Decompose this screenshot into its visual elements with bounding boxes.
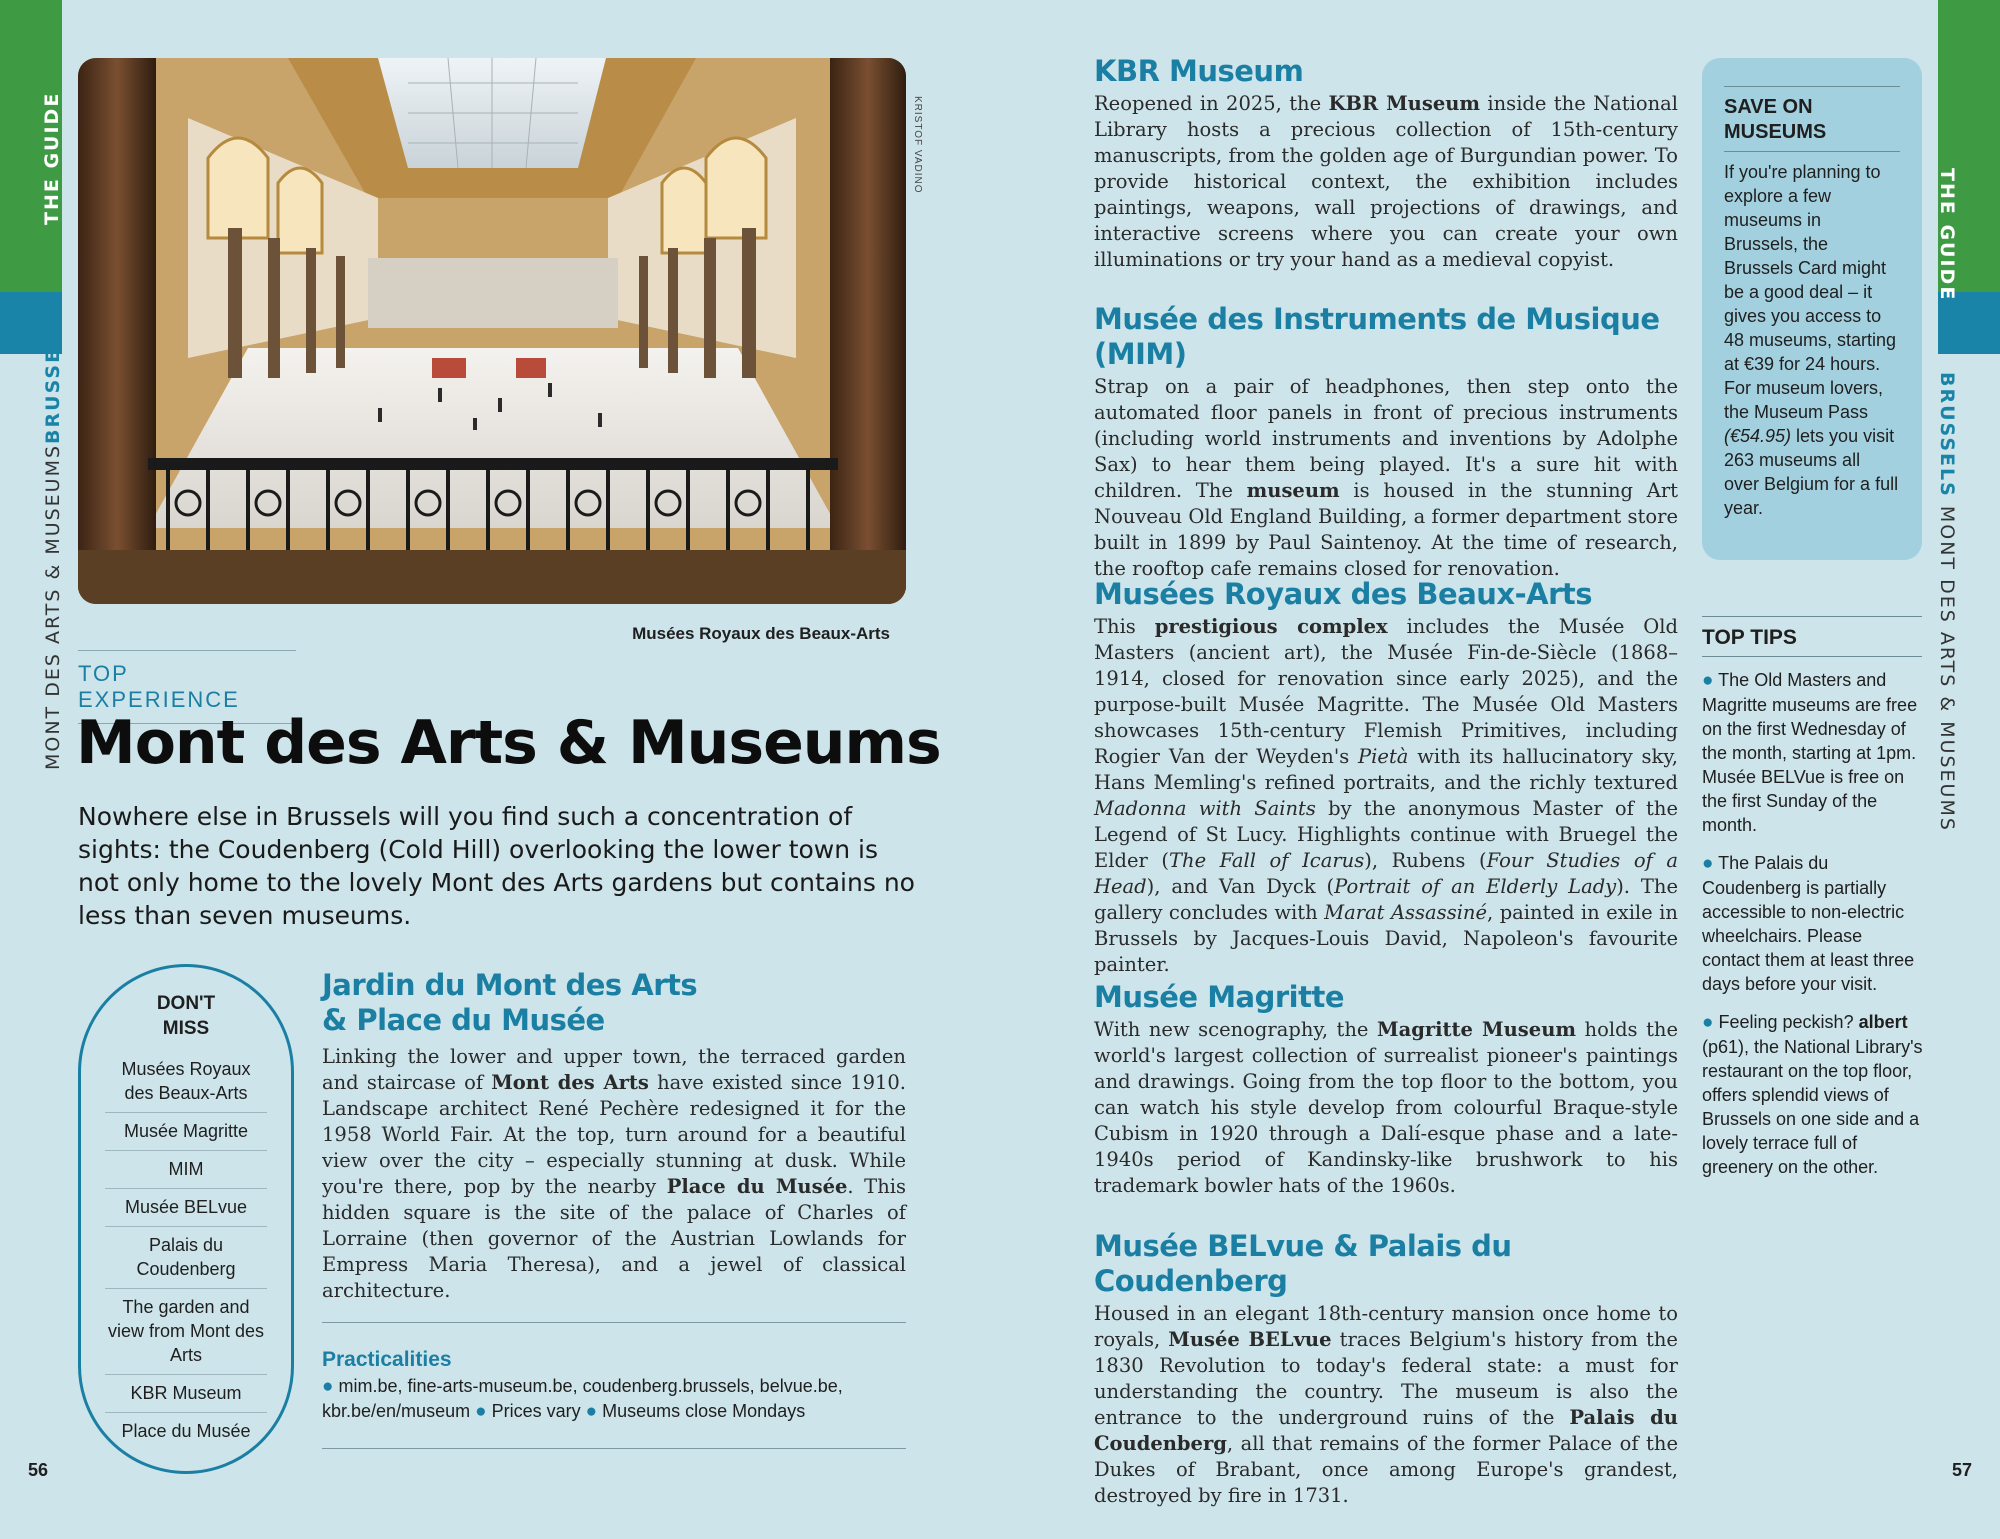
- text-run: Reopened in 2025, the: [1094, 92, 1329, 115]
- mim-body: [1094, 374, 1678, 582]
- right-guide-label: THE GUIDE: [1936, 168, 1958, 302]
- bullet-dot-icon: ●: [1702, 670, 1714, 691]
- practicalities-bottom-rule: [322, 1448, 906, 1449]
- intro-paragraph: Nowhere else in Brussels will you find such a concentration of sights: the Coudenberg (Cold Hill) overlooking the lower town is not only home to the lovely Mont des Arts gardens but contains no less than seven museums.: [78, 802, 915, 930]
- italic-text: Four Studies of a Head: [1094, 849, 1679, 898]
- page-number-right: 57: [1952, 1460, 1973, 1480]
- top-tips-list: [1702, 668, 1924, 1193]
- bullet-dot-icon: ●: [1702, 1012, 1714, 1033]
- dont-miss-box: [78, 964, 294, 1474]
- beauxarts-section: [1094, 577, 1678, 978]
- bold-text: prestigious complex: [1154, 615, 1388, 638]
- text-run: with its hallucinatory sky, Hans Memling's refined portraits, and the richly textured: [1094, 745, 1678, 794]
- italic-text: Pietà: [1358, 745, 1409, 768]
- bullet-dot-icon: ●: [322, 1376, 334, 1397]
- text-run: lets you visit 263 museums all over Belgium for a full year.: [1724, 426, 1899, 518]
- bold-text: Palais du Coudenberg: [1094, 1406, 1678, 1455]
- dont-miss-title-line1: DON'T: [156, 993, 216, 1014]
- text-run: Housed in an elegant 18th-century mansion once home to royals,: [1094, 1302, 1678, 1351]
- dont-miss-item: Place du Musée: [121, 1421, 251, 1441]
- tip-text: The Old Masters and Magritte museums are free on the first Wednesday of the month, starting at 1pm. Musée BELVue is free on the first Sunday of the month.: [1702, 670, 1918, 835]
- save-title: [1724, 86, 1900, 152]
- tip-item: [1702, 851, 1924, 996]
- running-head-chapter: MONT DES ARTS & MUSEUMS: [1936, 505, 1958, 832]
- text-run: ). The gallery concludes with: [1094, 875, 1678, 924]
- page-title: Mont des Arts & Museums: [76, 708, 941, 778]
- practicalities-body: [322, 1374, 912, 1424]
- beauxarts-heading: Musées Royaux des Beaux-Arts: [1094, 577, 1593, 611]
- italic-text: The Fall of Icarus: [1169, 849, 1365, 872]
- bold-text: museum: [1246, 479, 1340, 502]
- tip-text: (p61), the National Library's restaurant on the top floor, offers splendid views of Brussels on one side and a lovely terrace full of greenery on the other.: [1702, 1037, 1923, 1177]
- tip-text: Feeling peckish?: [1718, 1012, 1859, 1032]
- left-running-head: [42, 318, 64, 770]
- text-run: , all that remains of the former Palace of the Dukes of Brabant, once among Europe's grandest, destroyed by fire in 1731.: [1094, 1432, 1678, 1507]
- beauxarts-body: [1094, 614, 1678, 978]
- mim-heading: Musée des Instruments de Musique (MIM): [1094, 302, 1660, 371]
- bullet-dot-icon: ●: [585, 1401, 598, 1422]
- jardin-heading-line2: & Place du Musée: [322, 1003, 605, 1037]
- text-run: holds the world's largest collection of surrealist pioneer's paintings and drawings. Going from the top floor to the bottom, you can watch his style develop from colourful Braque-style Cubism in 1920 through a Dalí-esque phase and a late-1940s period of Kandinsky-like brushwork to his trademark bowler hats of the 1960s.: [1094, 1018, 1679, 1197]
- text-run: is housed in the stunning Art Nouveau Old England Building, a former department store built in 1899 by Paul Saintenoy. At the time of research, the rooftop cafe remains closed for renovation.: [1094, 479, 1678, 580]
- bold-text: Mont des Arts: [491, 1071, 649, 1094]
- museum-hall-photo: [78, 58, 906, 604]
- dont-miss-item: Musées Royaux des Beaux-Arts: [105, 1051, 267, 1113]
- bold-text: albert: [1858, 1012, 1908, 1032]
- kbr-heading: KBR Museum: [1094, 54, 1304, 88]
- top-experience-label: TOP EXPERIENCE: [78, 650, 296, 724]
- italic-text: Portrait of an Elderly Lady: [1334, 875, 1617, 898]
- italic-text: Madonna with Saints: [1094, 797, 1316, 820]
- practicalities-closing: Museums close Mondays: [602, 1401, 806, 1421]
- save-title-line1: SAVE ON: [1724, 96, 1813, 118]
- photo-caption: Musées Royaux des Beaux-Arts: [632, 624, 890, 643]
- left-guide-label: THE GUIDE: [41, 91, 63, 225]
- text-run: have existed since 1910. Landscape architect René Pechère redesigned it for the 1958 World Fair. At the top, turn around for a beautiful view over the city – especially stunning at dusk. While you're there, pop by the nearby: [322, 1071, 907, 1198]
- dont-miss-list: [81, 1051, 291, 1450]
- italic-text: (€54.95): [1724, 426, 1792, 446]
- tip-item: [1702, 1010, 1924, 1179]
- text-run: includes the Musée Old Masters (ancient art), the Musée Fin-de-Siècle (1868–1914, closed for renovation since early 2025), and the purpose-built Musée Magritte. The Musée Old Masters showcases 15th-century Flemish Primitives, including Rogier Van der Weyden's: [1094, 615, 1679, 768]
- bold-text: Musée BELvue: [1168, 1328, 1332, 1351]
- magritte-section: [1094, 980, 1678, 1199]
- dont-miss-item: Musée Magritte: [105, 1113, 267, 1151]
- save-title-line2: MUSEUMS: [1724, 121, 1827, 143]
- photo-credit: KRISTOF VADINO: [912, 96, 923, 194]
- italic-text: Marat Assassiné: [1324, 901, 1488, 924]
- magritte-body: [1094, 1017, 1678, 1199]
- running-head-region: BRUSSELS: [1936, 372, 1958, 498]
- text-run: With new scenography, the: [1094, 1018, 1377, 1041]
- tip-text: The Palais du Coudenberg is partially accessible to non-electric wheelchairs. Please contact them at least three days before your visit.: [1702, 853, 1915, 994]
- page-number-left: 56: [28, 1460, 49, 1480]
- belvue-body: [1094, 1301, 1678, 1509]
- top-tips-title: TOP TIPS: [1702, 616, 1922, 657]
- jardin-heading-line1: Jardin du Mont des Arts: [322, 968, 698, 1002]
- text-run: ), and Van Dyck (: [1146, 875, 1335, 898]
- running-head-chapter: MONT DES ARTS & MUSEUMS: [42, 443, 64, 770]
- dont-miss-title: [81, 991, 291, 1041]
- belvue-section: [1094, 1229, 1678, 1509]
- dont-miss-item: KBR Museum: [105, 1375, 267, 1413]
- museum-hall-illustration: [78, 58, 906, 604]
- bullet-dot-icon: ●: [1702, 853, 1714, 874]
- dont-miss-item: MIM: [105, 1151, 267, 1189]
- kbr-section: [1094, 54, 1678, 273]
- bold-text: Magritte Museum: [1376, 1018, 1577, 1041]
- dont-miss-item: Musée BELvue: [105, 1189, 267, 1227]
- tip-item: [1702, 668, 1924, 837]
- jardin-body: [322, 1044, 906, 1304]
- text-run: traces Belgium's history from the 1830 Revolution to today's federal state: a must for understanding the country. The museum is also the entrance to the underground ruins of the: [1094, 1328, 1678, 1429]
- text-run: Linking the lower and upper town, the terraced garden and staircase of: [322, 1045, 906, 1094]
- text-run: . This hidden square is the site of the palace of Charles of Lorraine (then governor of the Austrian Lowlands for Empress Maria Theresa), and a jewel of classical architecture.: [322, 1175, 906, 1302]
- mim-section: [1094, 302, 1678, 582]
- practicalities-title: Practicalities: [322, 1348, 452, 1371]
- bold-text: KBR Museum: [1328, 92, 1481, 115]
- jardin-section: [322, 968, 906, 1304]
- text-run: This: [1094, 615, 1155, 638]
- practicalities-websites: mim.be, fine-arts-museum.be, coudenberg.brussels, belvue.be, kbr.be/en/museum: [322, 1376, 843, 1421]
- belvue-heading: Musée BELvue & Palais du Coudenberg: [1094, 1229, 1512, 1298]
- jardin-heading: [322, 968, 906, 1038]
- text-run: ), Rubens (: [1364, 849, 1487, 872]
- kbr-body: [1094, 91, 1678, 273]
- dont-miss-item: The garden and view from Mont des Arts: [105, 1289, 267, 1375]
- practicalities-prices: Prices vary: [491, 1401, 581, 1421]
- practicalities-top-rule: [322, 1322, 906, 1323]
- magritte-heading: Musée Magritte: [1094, 980, 1345, 1014]
- text-run: inside the National Library hosts a precious collection of 15th-century manuscripts, from the golden age of Burgundian power. To provide historical context, the exhibition includes paintings, weapons, wall projections of drawings, and interactive screens where you can create your own illuminations or try your hand as a medieval copyist.: [1094, 92, 1679, 271]
- dont-miss-item: Palais du Coudenberg: [105, 1227, 267, 1289]
- save-body: [1724, 160, 1900, 520]
- dont-miss-title-line2: MISS: [162, 1018, 210, 1039]
- running-head-region: BRUSSELS: [42, 318, 64, 444]
- text-run: by the anonymous Master of the Legend of St Lucy. Highlights continue with Bruegel the Elder (: [1094, 797, 1678, 872]
- text-run: , painted in exile in Brussels by Jacques-Louis David, Napoleon's favourite painter.: [1094, 901, 1678, 976]
- save-on-museums-box: [1702, 58, 1922, 560]
- bullet-dot-icon: ●: [475, 1401, 487, 1422]
- bold-text: Place du Musée: [666, 1175, 848, 1198]
- text-run: Strap on a pair of headphones, then step onto the automated floor panels in front of precious instruments (including world instruments and inventions by Adolphe Sax) to hear them being played. It's a sure hit with children. The: [1094, 375, 1678, 502]
- text-run: If you're planning to explore a few museums in Brussels, the Brussels Card might be a good deal – it gives you access to 48 museums, starting at €39 for 24 hours. For museum lovers, the Museum Pass: [1724, 162, 1897, 422]
- right-running-head: [1936, 372, 1958, 832]
